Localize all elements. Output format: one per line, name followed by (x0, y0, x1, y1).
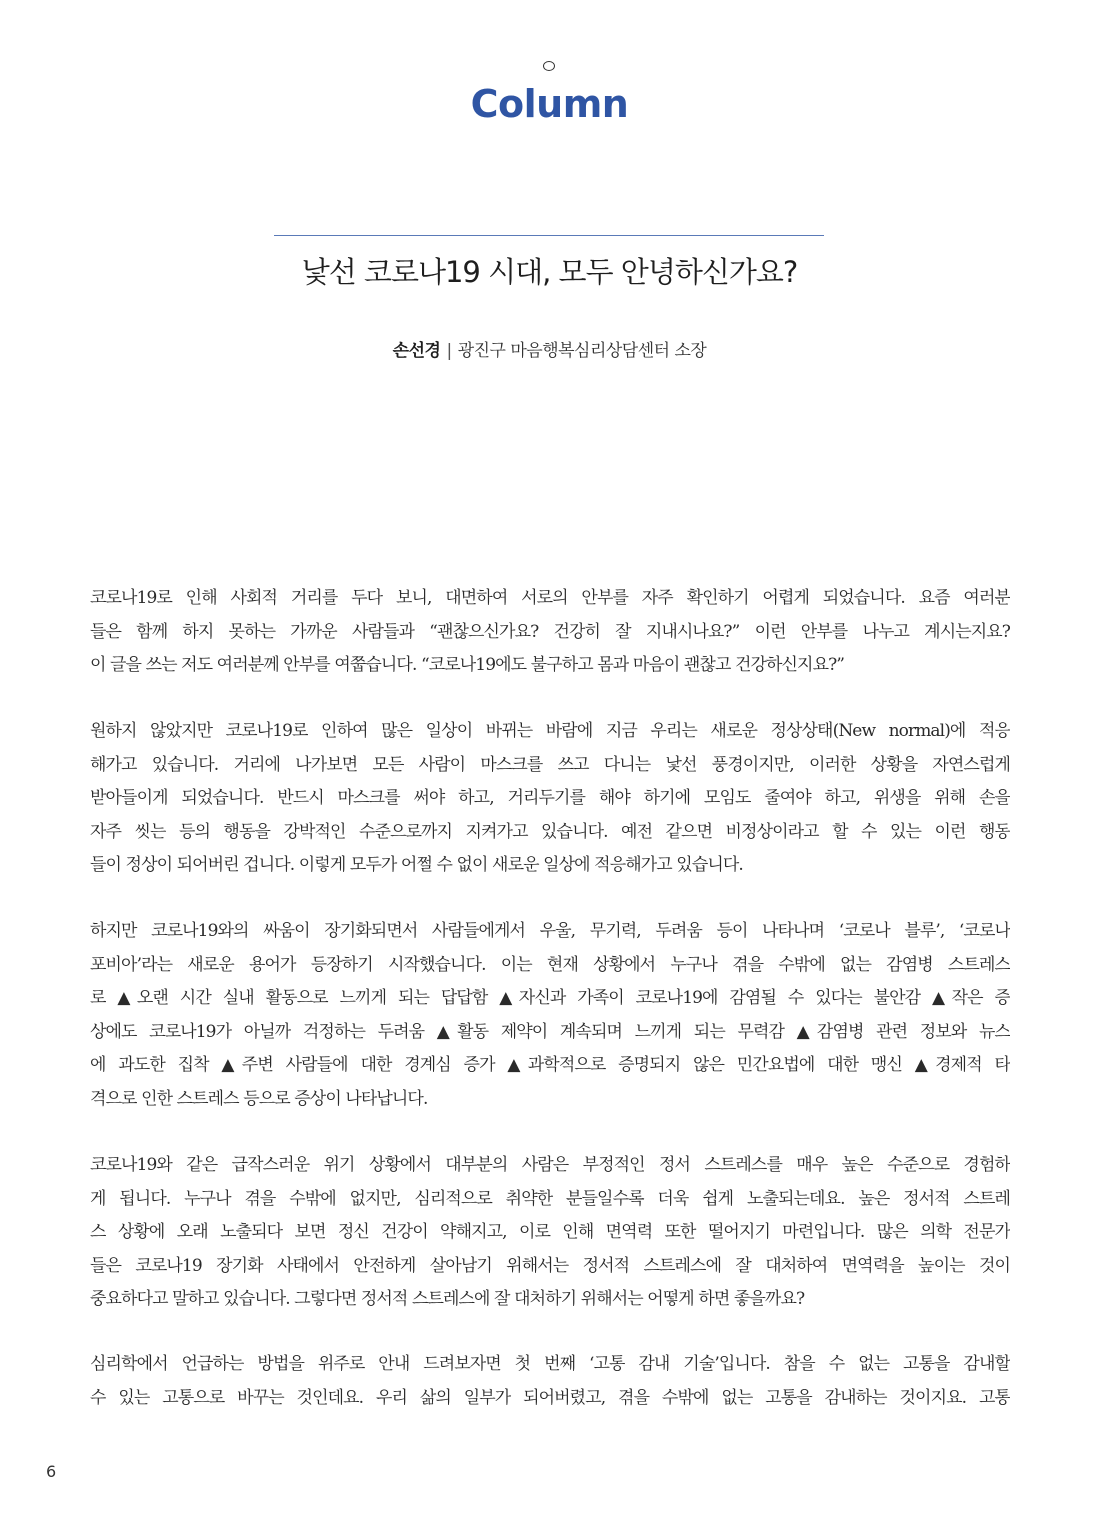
paragraph-2 (90, 715, 1010, 883)
text-line: 이 글을 쓰는 저도 여러분께 안부를 여쭙습니다. “코로나19에도 불구하고 몸과 마음이 괜찮고 건강하신지요?” (90, 655, 845, 675)
text-line: 포비아’라는 새로운 용어가 등장하기 시작했습니다. 이는 현재 상황에서 누구나 겪을 수밖에 없는 감염병 스트레스 (90, 954, 1010, 975)
page-number: 6 (46, 1462, 57, 1481)
text-line: 받아들이게 되었습니다. 반드시 마스크를 써야 하고, 거리두기를 해야 하기에 모임도 줄여야 하고, 위생을 위해 손을 (90, 788, 1010, 808)
paragraph-3 (90, 915, 1010, 1116)
author-affiliation: 광진구 마음행복심리상담센터 소장 (457, 341, 707, 361)
text-line: 로 ▲오랜 시간 실내 활동으로 느끼게 되는 답답함 ▲자신과 가족이 코로나19에 감염될 수 있다는 불안감 ▲작은 증 (90, 988, 1010, 1008)
text-line: 자주 씻는 등의 행동을 강박적인 수준으로까지 지켜가고 있습니다. 예전 같으면 비정상이라고 할 수 있는 이런 행동 (90, 821, 1010, 842)
text-line: 코로나19와 같은 급작스러운 위기 상황에서 대부분의 사람은 부정적인 정서 스트레스를 매우 높은 수준으로 경험하 (90, 1155, 1010, 1175)
text-line: 들은 코로나19 장기화 사태에서 안전하게 살아남기 위해서는 정서적 스트레스에 잘 대처하여 면역력을 높이는 것이 (90, 1255, 1010, 1276)
title-divider (274, 235, 824, 236)
text-line: 들이 정상이 되어버린 겁니다. 이렇게 모두가 어쩔 수 없이 새로운 일상에 적응해가고 있습니다. (90, 855, 743, 875)
text-line: 해가고 있습니다. 거리에 나가보면 모든 사람이 마스크를 쓰고 다니는 낯선 풍경이지만, 이러한 상황을 자연스럽게 (90, 754, 1010, 775)
article-title: 낯선 코로나19 시대, 모두 안녕하신가요? (301, 255, 798, 289)
byline-separator: | (446, 341, 452, 361)
text-line: 상에도 코로나19가 아닐까 걱정하는 두려움 ▲활동 제약이 계속되며 느끼게 되는 무력감 ▲감염병 관련 정보와 뉴스 (90, 1021, 1010, 1042)
text-line: 스 상황에 오래 노출되다 보면 정신 건강이 약해지고, 이로 인해 면역력 또한 떨어지기 마련입니다. 많은 의학 전문가 (90, 1222, 1010, 1242)
text-line: 들은 함께 하지 못하는 가까운 사람들과 “괜찮으신가요? 건강히 잘 지내시나요?” 이런 안부를 나누고 계시는지요? (90, 621, 1010, 642)
text-line: 코로나19로 인해 사회적 거리를 두다 보니, 대면하여 서로의 안부를 자주 확인하기 어렵게 되었습니다. 요즘 여러분 (90, 588, 1010, 608)
text-line: 하지만 코로나19와의 싸움이 장기화되면서 사람들에게서 우울, 무기력, 두려움 등이 나타나며 ‘코로나 블루’, ‘코로나 (90, 921, 1010, 941)
text-line: 에 과도한 집착 ▲주변 사람들에 대한 경계심 증가 ▲과학적으로 증명되지 않은 민간요법에 대한 맹신 ▲경제적 타 (90, 1055, 1010, 1075)
paragraph-5 (90, 1348, 1010, 1415)
text-line: 중요하다고 말하고 있습니다. 그렇다면 정서적 스트레스에 잘 대처하기 위해서는 어떻게 하면 좋을까요? (90, 1289, 805, 1309)
text-line: 원하지 않았지만 코로나19로 인하여 많은 일상이 바뀌는 바람에 지금 우리는 새로운 정상상태(New normal)에 적응 (90, 721, 1010, 741)
text-line: 격으로 인한 스트레스 등으로 증상이 나타납니다. (90, 1088, 428, 1109)
paragraph-1 (90, 582, 1010, 683)
paragraph-4 (90, 1149, 1010, 1317)
text-line: 게 됩니다. 누구나 겪을 수밖에 없지만, 심리적으로 취약한 분들일수록 더욱 쉽게 노출되는데요. 높은 정서적 스트레 (90, 1188, 1010, 1209)
circle-ornament-icon (543, 61, 555, 71)
author-name: 손선경 (392, 341, 441, 361)
section-label: Column (470, 82, 629, 126)
text-line: 수 있는 고통으로 바꾸는 것인데요. 우리 삶의 일부가 되어버렸고, 겪을 수밖에 없는 고통을 감내하는 것이지요. 고통 (90, 1387, 1010, 1408)
text-line: 심리학에서 언급하는 방법을 위주로 안내 드려보자면 첫 번째 ‘고통 감내 기술’입니다. 참을 수 없는 고통을 감내할 (90, 1354, 1010, 1374)
byline (0, 336, 1099, 361)
